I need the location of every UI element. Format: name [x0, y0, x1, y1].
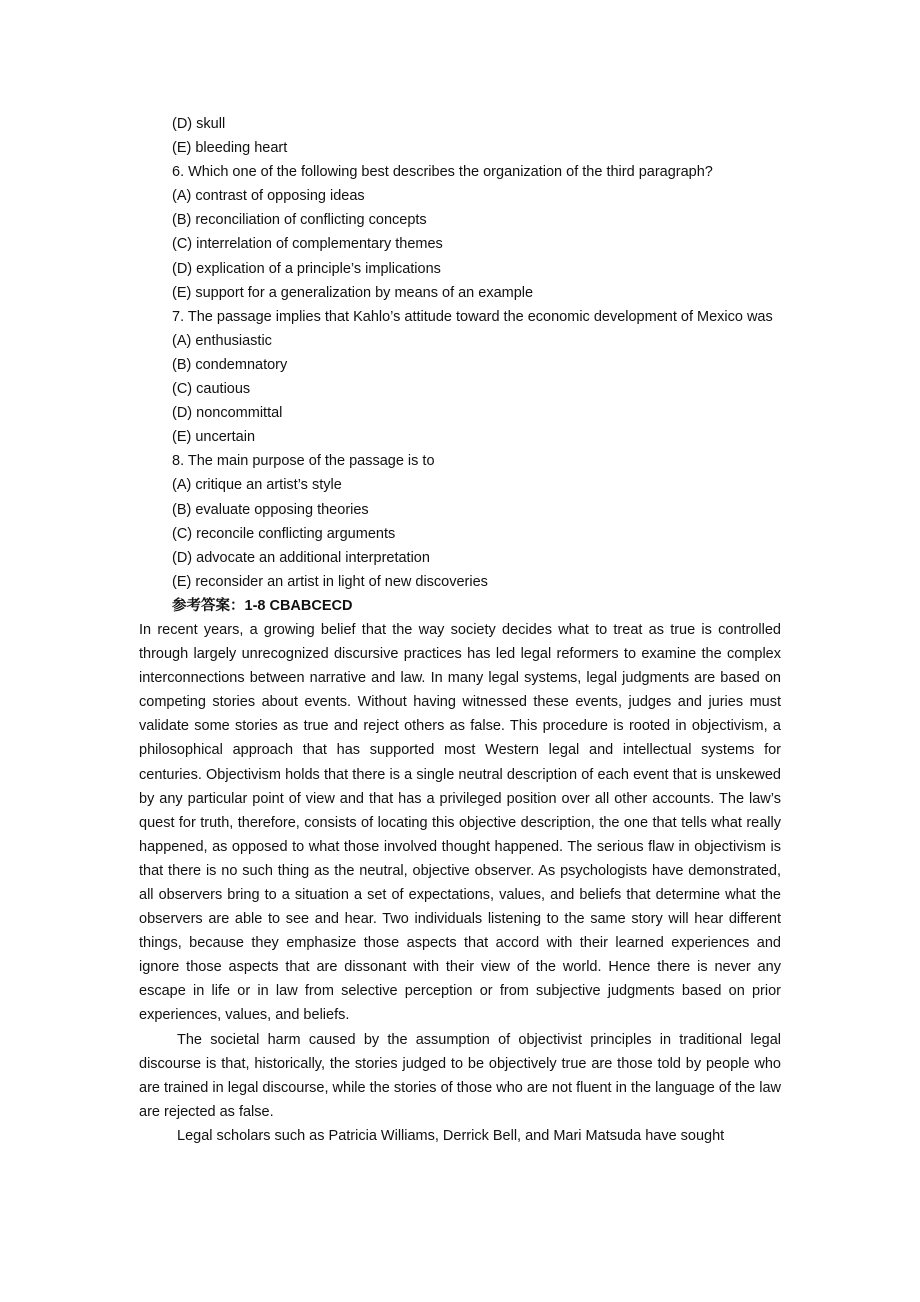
passage-paragraph-1: In recent years, a growing belief that the way society decides what to treat as true is controlled through largely unrecognized discursive practices has led legal reformers to examine the complex interconnections between narrative and law. In many legal systems, legal judgments are based on competing stories about events. Without having witnessed these events, judges and juries must validate some stories as true and reject others as false. This procedure is rooted in objectivism, a philosophical approach that has supported most Western legal and intellectual systems for centuries. Objectivism holds that there is a single neutral description of each event that is unskewed by any particular point of view and that has a privileged position over all other accounts. The law’s quest for truth, therefore, consists of locating this objective description, the one that tells what really happened, as opposed to what those involved thought happened. The serious flaw in objectivism is that there is no such thing as the neutral, objective observer. As psychologists have demonstrated, all observers bring to a situation a set of expectations, values, and beliefs that determine what the observers are able to see and hear. Two individuals listening to the same story will hear different things, because they emphasize those aspects that accord with their learned experiences and ignore those aspects that are dissonant with their view of the world. Hence there is never any escape in life or in law from selective perception or from subjective judgments based on prior experiences, values, and beliefs.	[139, 621, 781, 1024]
q8-option-e: (E) reconsider an artist in light of new discoveries	[172, 573, 488, 590]
q7-option-b: (B) condemnatory	[172, 356, 288, 373]
answer-key: 参考答案：1-8 CBABCECD	[172, 597, 353, 614]
q7-option-c: (C) cautious	[172, 381, 251, 398]
q7-question: 7. The passage implies that Kahlo’s attitude toward the economic development of Mexico was	[172, 308, 773, 325]
passage-paragraph-3: Legal scholars such as Patricia Williams, Derrick Bell, and Mari Matsuda have sought	[177, 1127, 725, 1144]
document-page	[139, 112, 781, 1148]
q6-option-b: (B) reconciliation of conflicting concepts	[172, 212, 427, 229]
q5-option-e: (E) bleeding heart	[172, 140, 288, 157]
q5-option-d: (D) skull	[172, 116, 226, 132]
q8-option-d: (D) advocate an additional interpretation	[172, 549, 430, 566]
q7-option-a: (A) enthusiastic	[172, 332, 272, 349]
q8-option-b: (B) evaluate opposing theories	[172, 501, 369, 518]
passage-paragraph-2: The societal harm caused by the assumption of objectivist principles in traditional legal discourse is that, historically, the stories judged to be objectively true are those told by people who are trained in legal discourse, while the stories of those who are not fluent in the language of the law are rejected as false.	[139, 1031, 781, 1120]
q6-option-e: (E) support for a generalization by means of an example	[172, 284, 534, 301]
q8-option-c: (C) reconcile conflicting arguments	[172, 525, 396, 542]
q6-option-a: (A) contrast of opposing ideas	[172, 188, 365, 205]
q6-option-d: (D) explication of a principle’s implications	[172, 260, 441, 277]
q8-question: 8. The main purpose of the passage is to	[172, 453, 435, 470]
q6-option-c: (C) interrelation of complementary themes	[172, 236, 443, 253]
q7-option-d: (D) noncommittal	[172, 405, 283, 422]
q6-question: 6. Which one of the following best describes the organization of the third paragraph?	[172, 164, 713, 181]
q7-option-e: (E) uncertain	[172, 429, 256, 446]
q8-option-a: (A) critique an artist’s style	[172, 477, 342, 494]
